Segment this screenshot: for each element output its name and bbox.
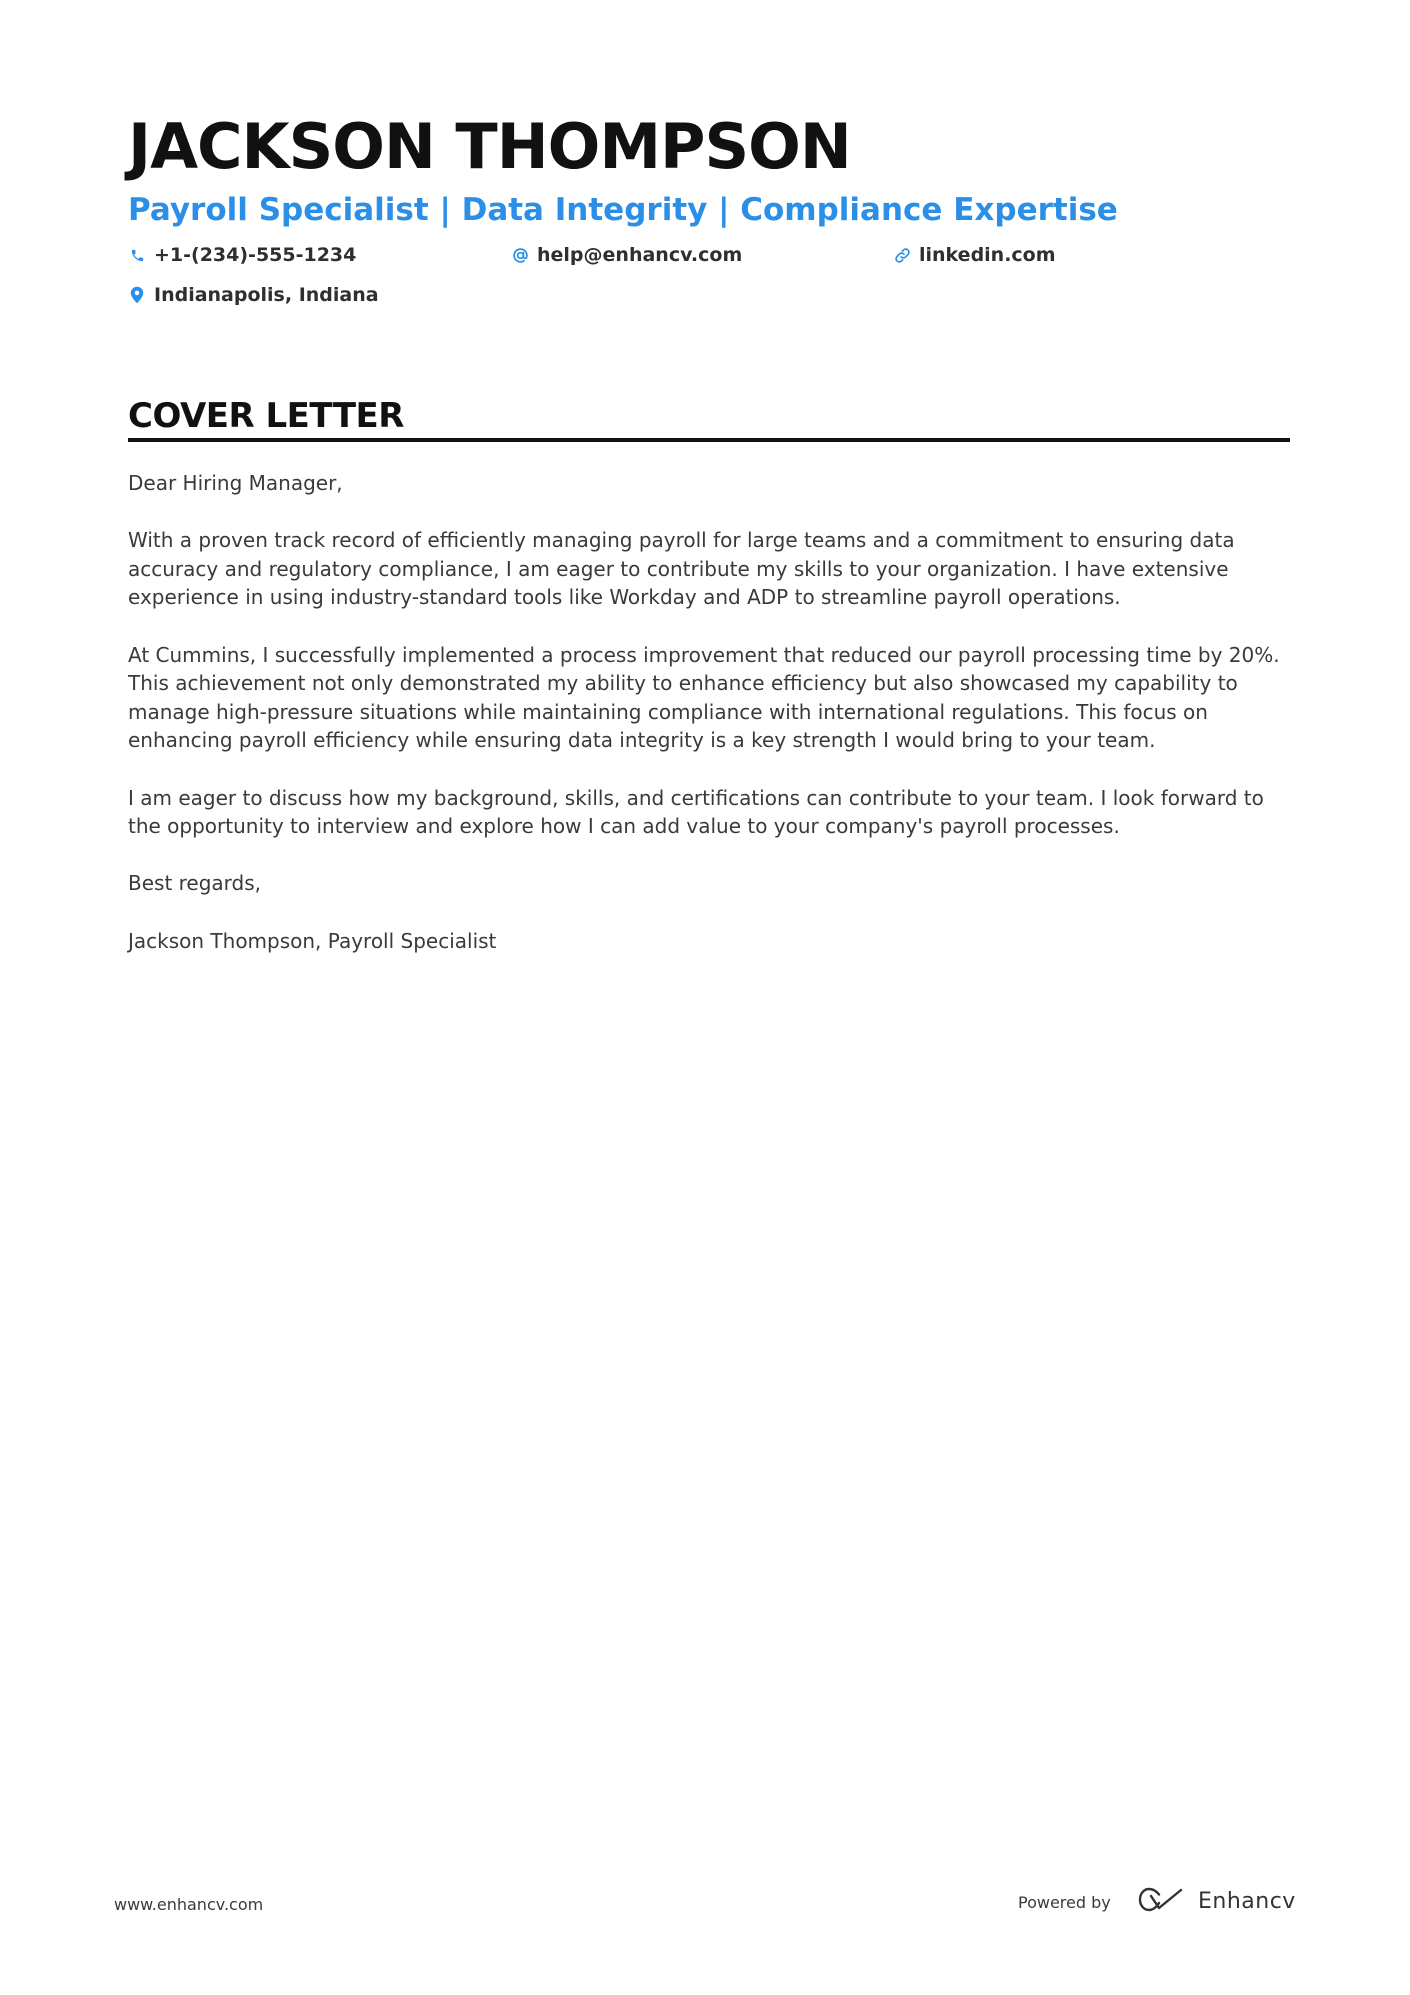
contact-phone bbox=[128, 242, 356, 268]
candidate-name: JACKSON THOMPSON bbox=[128, 110, 851, 183]
powered-by-label: Powered by bbox=[1018, 1893, 1111, 1912]
contact-location-text: Indianapolis, Indiana bbox=[154, 284, 379, 306]
brand-logo[interactable] bbox=[1138, 1885, 1296, 1919]
letter-paragraph: With a proven track record of efficiently managing payroll for large teams and a commitment to ensuring data accuracy and regulatory compliance, I am eager to contribute my skills to your organization. I have extensive experience in using industry-standard tools like Workday and ADP to streamline payroll operations. bbox=[128, 528, 1235, 610]
link-icon bbox=[893, 246, 911, 264]
letter-paragraph: At Cummins, I successfully implemented a process improvement that reduced our payroll processing time by 20%. This achievement not only demonstrated my ability to enhance efficiency but also showcased my capability to manage high-pressure situations while maintaining compliance with international regulations. This focus on enhancing payroll efficiency while ensuring data integrity is a key strength I would bring to your team. bbox=[128, 642, 1280, 753]
footer-url[interactable]: www.enhancv.com bbox=[114, 1895, 264, 1914]
letter-closing: Best regards, bbox=[128, 871, 262, 896]
contact-email[interactable] bbox=[511, 242, 742, 268]
phone-icon bbox=[128, 246, 146, 264]
letter-paragraph: I am eager to discuss how my background, skills, and certifications can contribute to your team. I look forward to the opportunity to interview and explore how I can add value to your company's payroll processes. bbox=[128, 785, 1264, 839]
contact-location bbox=[128, 282, 379, 308]
letter-body bbox=[128, 469, 1290, 984]
contact-linkedin-text[interactable]: linkedin.com bbox=[919, 244, 1056, 266]
letter-greeting: Dear Hiring Manager, bbox=[128, 471, 343, 495]
section-title: COVER LETTER bbox=[128, 396, 404, 436]
contact-linkedin[interactable] bbox=[893, 242, 1056, 268]
section-divider bbox=[128, 438, 1290, 442]
letter-signature: Jackson Thompson, Payroll Specialist bbox=[128, 928, 497, 953]
at-icon bbox=[511, 246, 529, 264]
brand-name: Enhancv bbox=[1198, 1889, 1296, 1914]
candidate-headline: Payroll Specialist | Data Integrity | Compliance Expertise bbox=[128, 192, 1118, 228]
enhancv-logo-icon bbox=[1138, 1887, 1184, 1917]
contact-phone-text: +1-(234)-555-1234 bbox=[154, 244, 357, 266]
contact-email-text[interactable]: help@enhancv.com bbox=[537, 244, 743, 266]
map-pin-icon bbox=[128, 286, 146, 304]
